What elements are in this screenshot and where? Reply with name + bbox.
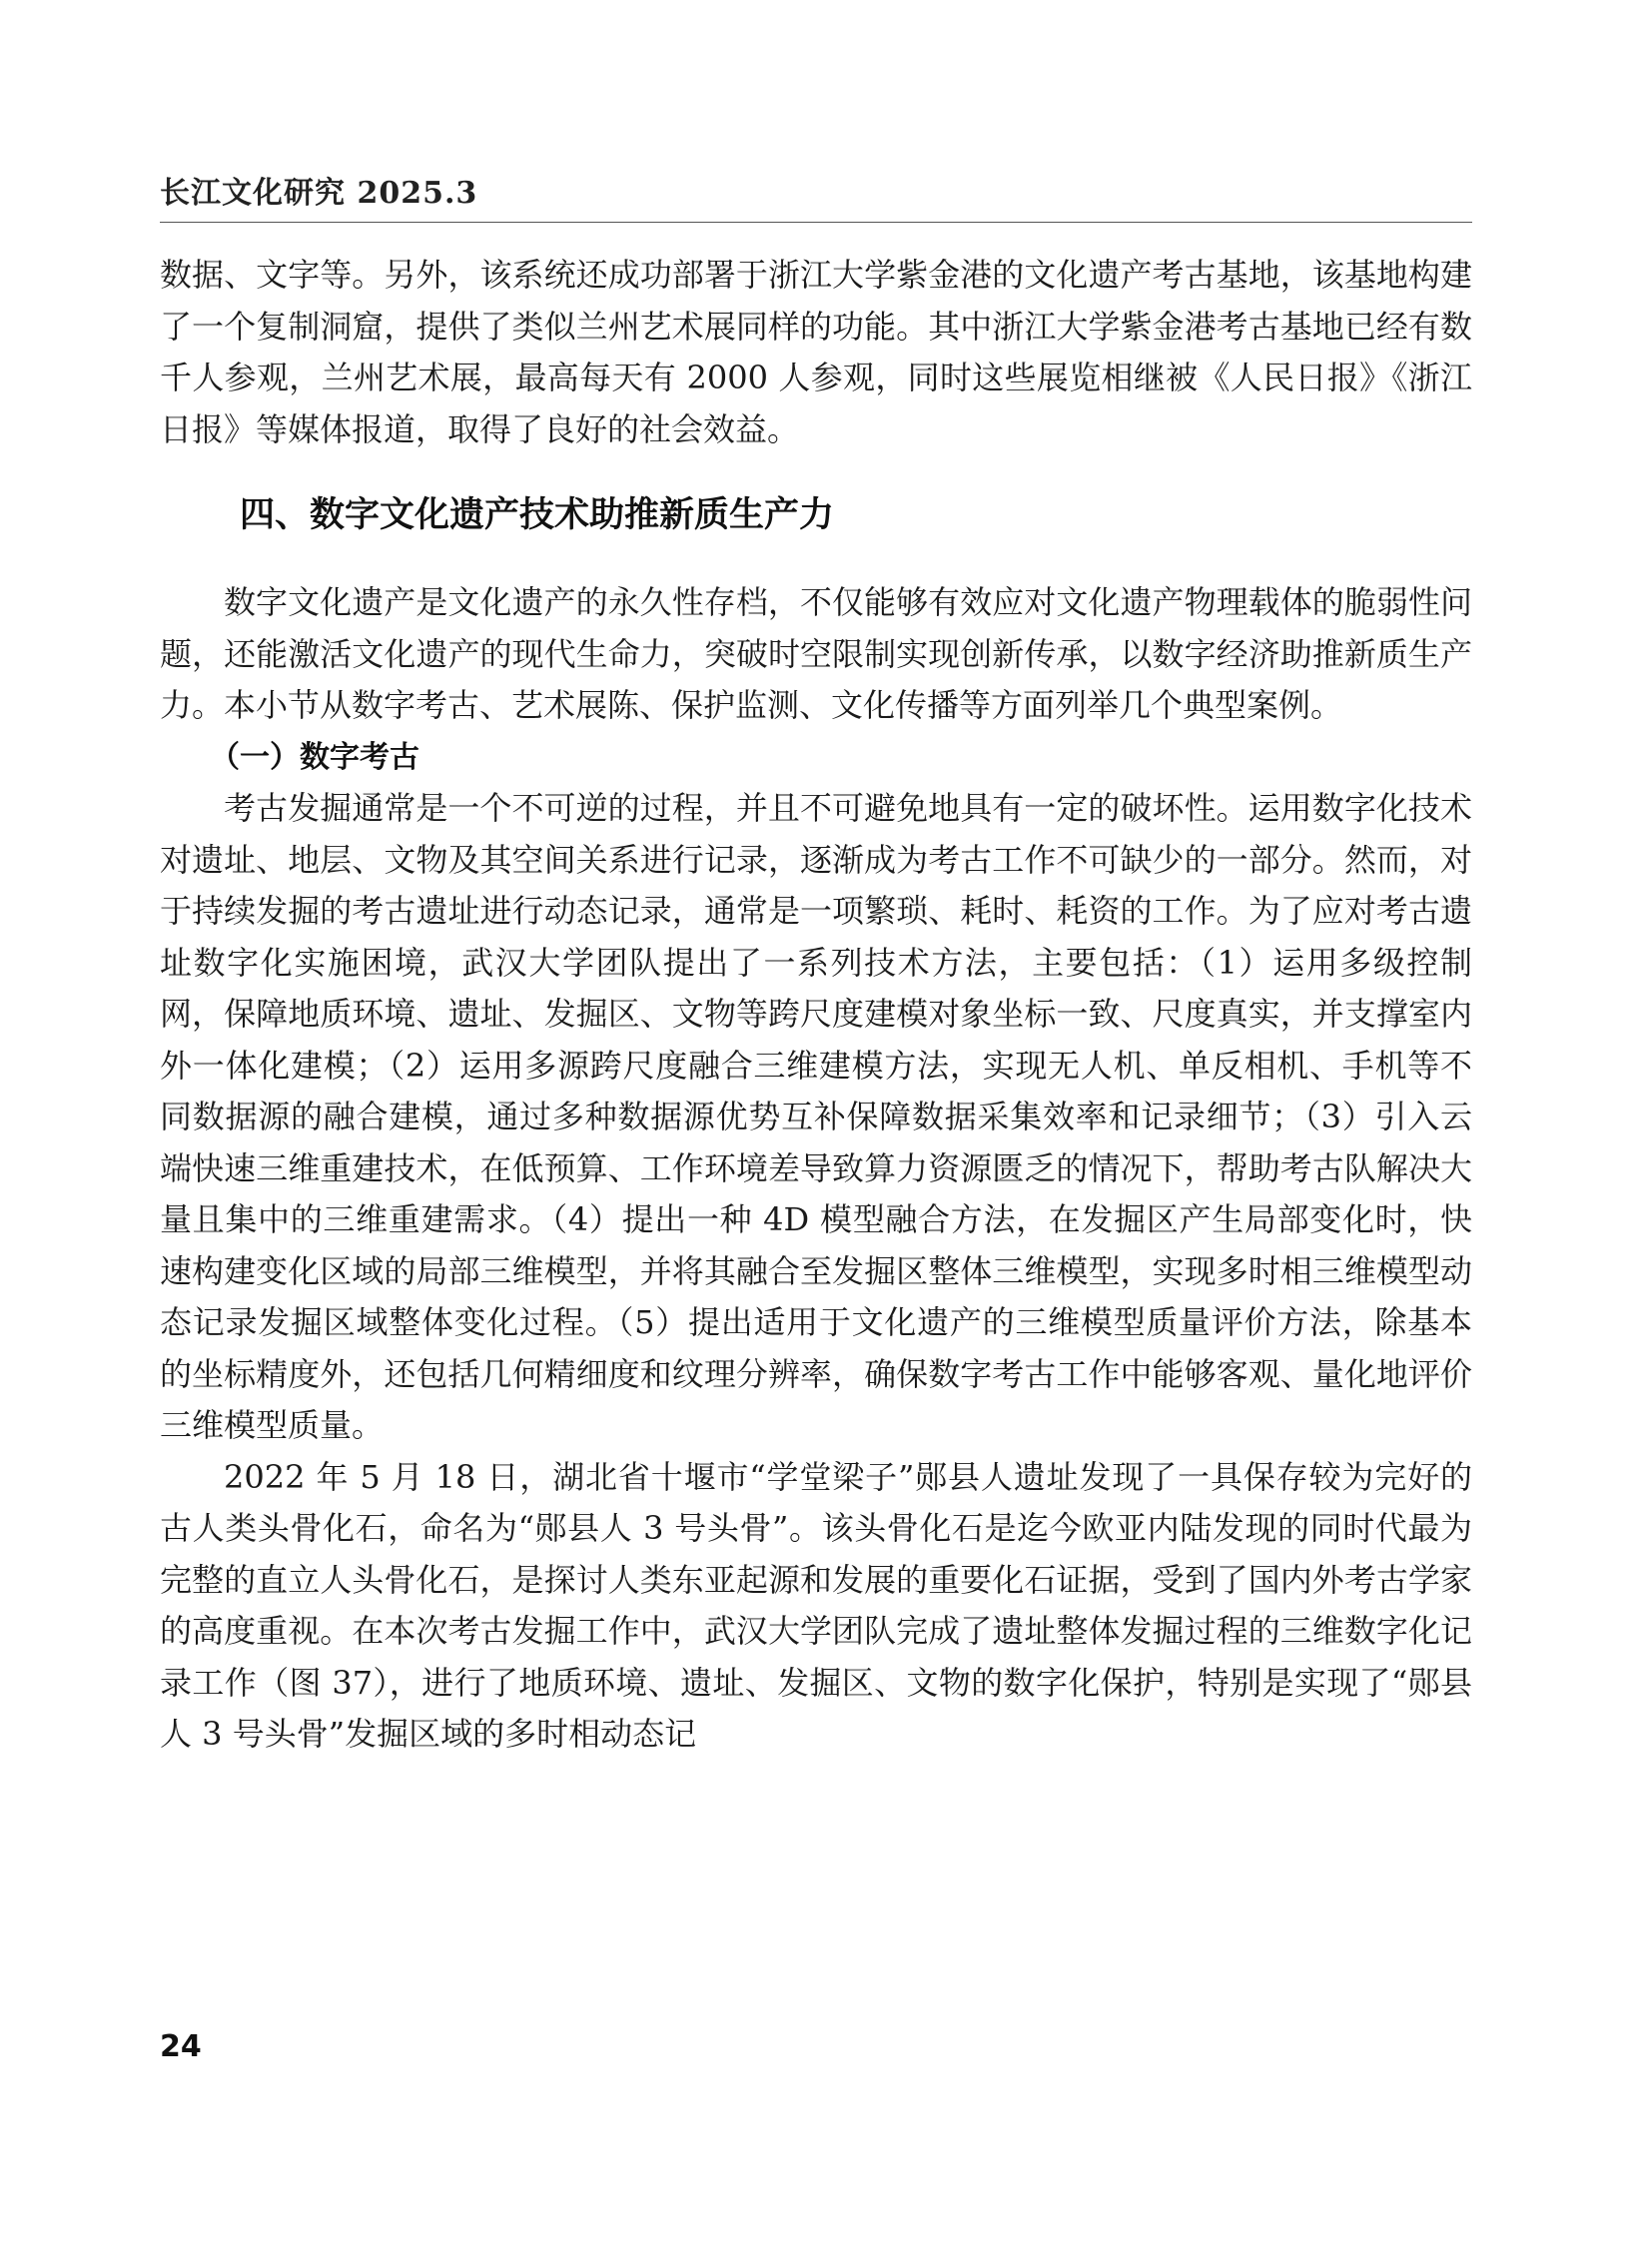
- paragraph-case: 2022 年 5 月 18 日，湖北省十堰市“学堂梁子”郧县人遗址发现了一具保存较为完好的古人类头骨化石，命名为“郧县人 3 号头骨”。该头骨化石是迄今欧亚内陆发现的同时代最为完整的直立人头骨化石，是探讨人类东亚起源和发展的重要化石证据，受到了国内外考古学家的高度重视。在本次考古发掘工作中，武汉大学团队完成了遗址整体发掘过程的三维数字化记录工作（图 37），进行了地质环境、遗址、发掘区、文物的数字化保护，特别是实现了“郧县人 3 号头骨”发掘区域的多时相动态记: [160, 1457, 1472, 1753]
- page-number: 24: [160, 2029, 202, 2064]
- paragraph-methods: 考古发掘通常是一个不可逆的过程，并且不可避免地具有一定的破坏性。运用数字化技术对遗址、地层、文物及其空间关系进行记录，逐渐成为考古工作不可缺少的一部分。然而，对于持续发掘的考古遗址进行动态记录，通常是一项繁琐、耗时、耗资的工作。为了应对考古遗址数字化实施困境，武汉大学团队提出了一系列技术方法，主要包括：（1）运用多级控制网，保障地质环境、遗址、发掘区、文物等跨尺度建模对象坐标一致、尺度真实，并支撑室内外一体化建模；（2）运用多源跨尺度融合三维建模方法，实现无人机、单反相机、手机等不同数据源的融合建模，通过多种数据源优势互补保障数据采集效率和记录细节；（3）引入云端快速三维重建技术，在低预算、工作环境差导致算力资源匮乏的情况下，帮助考古队解决大量且集中的三维重建需求。（4）提出一种 4D 模型融合方法，在发掘区产生局部变化时，快速构建变化区域的局部三维模型，并将其融合至发掘区整体三维模型，实现多时相三维模型动态记录发掘区域整体变化过程。（5）提出适用于文化遗产的三维模型质量评价方法，除基本的坐标精度外，还包括几何精细度和纹理分辨率，确保数字考古工作中能够客观、量化地评价三维模型质量。: [160, 789, 1472, 1444]
- body-text: [160, 250, 1472, 1761]
- paragraph-continuation: 数据、文字等。另外，该系统还成功部署于浙江大学紫金港的文化遗产考古基地，该基地构建了一个复制洞窟，提供了类似兰州艺术展同样的功能。其中浙江大学紫金港考古基地已经有数千人参观，兰州艺术展，最高每天有 2000 人参观，同时这些展览相继被《人民日报》《浙江日报》等媒体报道，取得了良好的社会效益。: [160, 256, 1472, 448]
- header-rule: [160, 222, 1472, 223]
- paragraph-intro: 数字文化遗产是文化遗产的永久性存档，不仅能够有效应对文化遗产物理载体的脆弱性问题，还能激活文化遗产的现代生命力，突破时空限制实现创新传承，以数字经济助推新质生产力。本小节从数字考古、艺术展陈、保护监测、文化传播等方面列举几个典型案例。: [160, 583, 1472, 724]
- running-head: 长江文化研究 2025.3: [160, 176, 478, 211]
- section-heading: 四、数字文化遗产技术助推新质生产力: [240, 495, 835, 535]
- subsection-heading: （一）数字考古: [210, 739, 419, 775]
